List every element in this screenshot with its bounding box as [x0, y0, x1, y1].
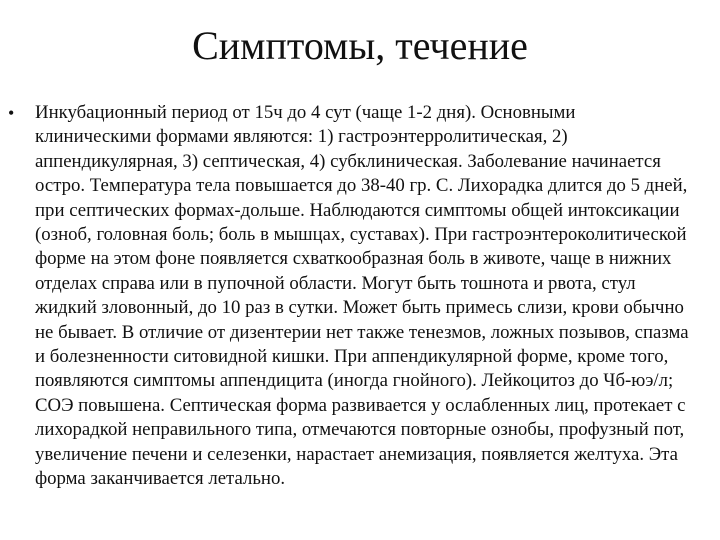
bullet-item [6, 101, 696, 492]
slide-body [6, 101, 696, 492]
bullet-icon: • [8, 103, 15, 123]
bullet-text: Инкубационный период от 15ч до 4 сут (чаще 1-2 дня). Основными клиническими формами являются: 1) гастроэнтерролитическая, 2) аппендикулярная, 3) септическая, 4) субклиническая. Заболевание начинается остро. Температура тела повышается до 38-40 гр. С. Лихорадка длится до 5 дней, при септических формах-дольше. Наблюдаются симптомы общей интоксикации (озноб, головная боль; боль в мышцах, суставах). При гастроэнтероколитической форме на этом фоне появляется схваткообразная боль в животе, чаще в нижних отделах справа или в пупочной области. Могут быть тошнота и рвота, стул жидкий зловонный, до 10 раз в сутки. Может быть примесь слизи, крови обычно не бывает. В отличие от дизентерии нет также тенезмов, ложных позывов, спазма и болезненности ситовидной кишки. При аппендикулярной форме, кроме того, появляются симптомы аппендицита (иногда гнойного). Лейкоцитоз до Чб-юэ/л; СОЭ повышена. Септическая форма развивается у ослабленных лиц, протекает с лихорадкой неправильного типа, отмечаются повторные ознобы, профузный пот, увеличение печени и селезенки, нарастает анемизация, появляется желтуха. Эта форма заканчивается летально. [35, 102, 689, 490]
slide-title: Симптомы, течение [192, 23, 528, 68]
